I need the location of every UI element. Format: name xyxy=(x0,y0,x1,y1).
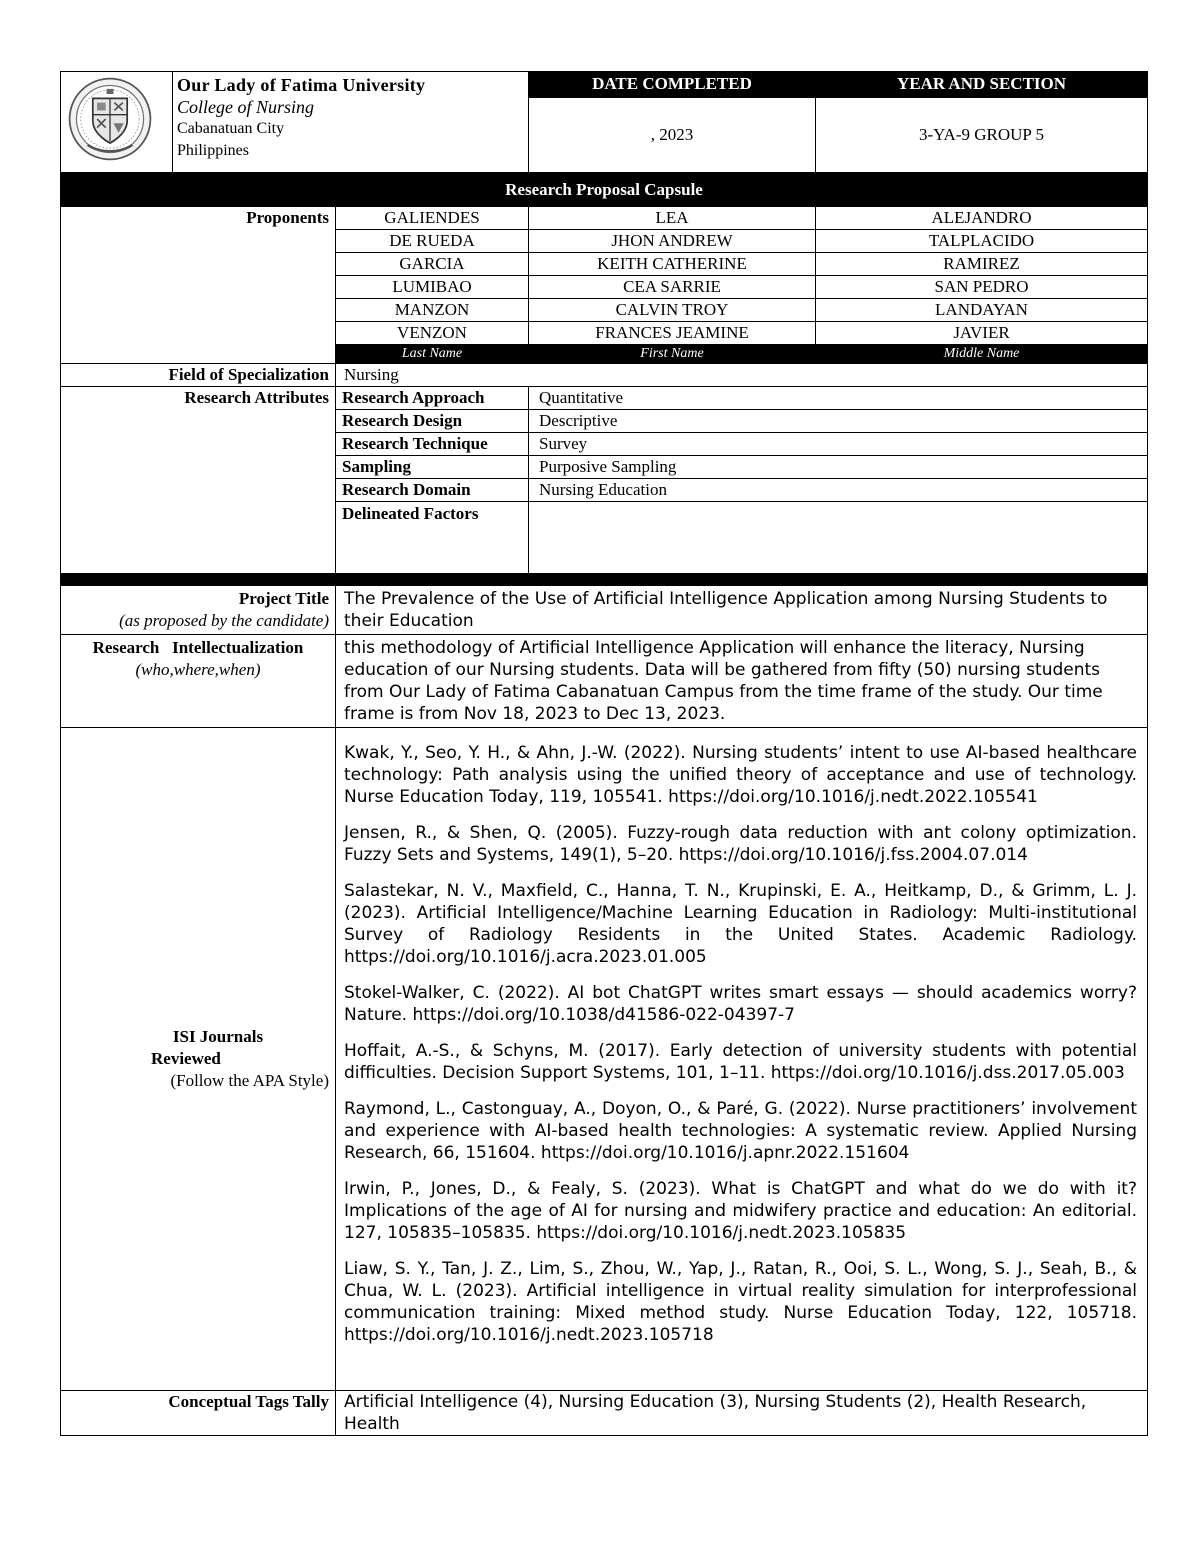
middle-name-caption: Middle Name xyxy=(816,345,1148,364)
college-name: College of Nursing xyxy=(177,97,315,117)
proponent-last-name: GALIENDES xyxy=(336,207,529,230)
section-divider xyxy=(61,574,1148,586)
reference-item: Stokel-Walker, C. (2022). AI bot ChatGPT writes smart essays — should academics worry? Nature. https://doi.org/10.1038/d41586-022-04397-7 xyxy=(344,983,1137,1025)
project-title-label xyxy=(61,586,336,635)
intellectualization-sublabel: (who,where,when) xyxy=(135,660,261,679)
country: Philippines xyxy=(177,142,250,159)
reference-item: Irwin, P., Jones, D., & Fealy, S. (2023). What is ChatGPT and what do we do with it? Implications of the age of AI for nursing and midwifery practice and education: An editorial. 127, 105835–105835. https://doi.org/10.1016/j.nedt.2023.105835 xyxy=(344,1179,1137,1243)
attribute-key: Sampling xyxy=(336,456,529,479)
proponent-first-name: LEA xyxy=(529,207,816,230)
intellectualization-label-text: Research Intellectualization xyxy=(92,638,304,657)
attribute-key: Delineated Factors xyxy=(336,502,529,574)
proponent-first-name: FRANCES JEAMINE xyxy=(529,322,816,345)
last-name-caption: Last Name xyxy=(336,345,529,364)
tags-label: Conceptual Tags Tally xyxy=(61,1391,336,1436)
proponent-last-name: MANZON xyxy=(336,299,529,322)
proponent-middle-name: TALPLACIDO xyxy=(816,230,1148,253)
reference-item: Kwak, Y., Seo, Y. H., & Ahn, J.-W. (2022). Nursing students’ intent to use AI-based healthcare technology: Path analysis using the unified theory of acceptance and use of technology. Nurse Education Today, 119, 105541. https://doi.org/10.1016/j.nedt.2022.105541 xyxy=(344,743,1137,807)
date-completed-value: , 2023 xyxy=(529,97,816,172)
attribute-key: Research Design xyxy=(336,410,529,433)
first-name-caption: First Name xyxy=(529,345,816,364)
intellectualization-label xyxy=(61,635,336,728)
year-section-label: YEAR AND SECTION xyxy=(816,72,1148,98)
date-completed-label: DATE COMPLETED xyxy=(529,72,816,98)
proponent-first-name: KEITH CATHERINE xyxy=(529,253,816,276)
project-title-label-text: Project Title xyxy=(238,589,329,608)
research-proposal-document xyxy=(60,71,1147,1436)
field-value: Nursing xyxy=(336,364,1148,387)
attribute-key: Research Domain xyxy=(336,479,529,502)
proponent-last-name: LUMIBAO xyxy=(336,276,529,299)
project-title-value: The Prevalence of the Use of Artificial Intelligence Application among Nursing Students to their Education xyxy=(336,586,1148,635)
isi-label-line3: (Follow the APA Style) xyxy=(170,1071,329,1090)
proponent-middle-name: JAVIER xyxy=(816,322,1148,345)
university-logo xyxy=(61,72,173,173)
proponents-label: Proponents xyxy=(61,207,336,364)
proponent-last-name: GARCIA xyxy=(336,253,529,276)
attribute-value: Quantitative xyxy=(529,387,1148,410)
proponent-middle-name: LANDAYAN xyxy=(816,299,1148,322)
proponent-last-name: VENZON xyxy=(336,322,529,345)
field-label: Field of Specialization xyxy=(61,364,336,387)
references-list xyxy=(336,728,1148,1391)
research-attributes-label: Research Attributes xyxy=(61,387,336,574)
proponent-middle-name: ALEJANDRO xyxy=(816,207,1148,230)
reference-item: Liaw, S. Y., Tan, J. Z., Lim, S., Zhou, W., Yap, J., Ratan, R., Ooi, S. L., Wong, S. J., Seah, B., & Chua, W. L. (2023). Artificial intelligence in virtual reality simulation for interprofessional communication training: Mixed method study. Nurse Education Today, 122, 105718. https://doi.org/10.1016/j.nedt.2023.105718 xyxy=(344,1259,1137,1345)
proponent-middle-name: RAMIREZ xyxy=(816,253,1148,276)
reference-item: Hoffait, A.-S., & Schyns, M. (2017). Early detection of university students with potential difficulties. Decision Support Systems, 101, 1–11. https://doi.org/10.1016/j.dss.2017.05.003 xyxy=(344,1041,1137,1083)
capsule-table xyxy=(60,71,1148,1436)
proponent-first-name: CALVIN TROY xyxy=(529,299,816,322)
attribute-key: Research Technique xyxy=(336,433,529,456)
isi-journals-label xyxy=(61,728,336,1391)
university-info xyxy=(173,72,529,173)
university-seal-icon xyxy=(67,76,153,162)
city: Cabanatuan City xyxy=(177,120,285,137)
proponent-first-name: JHON ANDREW xyxy=(529,230,816,253)
project-title-sublabel: (as proposed by the candidate) xyxy=(119,611,329,630)
proponent-last-name: DE RUEDA xyxy=(336,230,529,253)
attribute-value: Survey xyxy=(529,433,1148,456)
attribute-value xyxy=(529,502,1148,574)
year-section-value: 3-YA-9 GROUP 5 xyxy=(816,97,1148,172)
document-title: Research Proposal Capsule xyxy=(61,173,1148,207)
university-name: Our Lady of Fatima University xyxy=(177,75,426,95)
proponent-first-name: CEA SARRIE xyxy=(529,276,816,299)
intellectualization-value: this methodology of Artificial Intelligence Application will enhance the literacy, Nursing education of our Nursing students. Data will be gathered from fifty (50) nursing students from Our Lady of Fatima Cabanatuan Campus from the time frame of the study. Our time frame is from Nov 18, 2023 to Dec 13, 2023. xyxy=(336,635,1148,728)
attribute-value: Nursing Education xyxy=(529,479,1148,502)
attribute-value: Purposive Sampling xyxy=(529,456,1148,479)
reference-item: Salastekar, N. V., Maxfield, C., Hanna, T. N., Krupinski, E. A., Heitkamp, D., & Grimm, L. J. (2023). Artificial Intelligence/Machine Learning Education in Radiology: Multi-institutional Survey of Radiology Residents in the United States. Academic Radiology. https://doi.org/10.1016/j.acra.2023.01.005 xyxy=(344,881,1137,967)
reference-item: Jensen, R., & Shen, Q. (2005). Fuzzy-rough data reduction with ant colony optimization. Fuzzy Sets and Systems, 149(1), 5–20. https://doi.org/10.1016/j.fss.2004.07.014 xyxy=(344,823,1137,865)
reference-item: Raymond, L., Castonguay, A., Doyon, O., & Paré, G. (2022). Nurse practitioners’ involvement and experience with AI-based health technologies: A systematic review. Applied Nursing Research, 66, 151604. https://doi.org/10.1016/j.apnr.2022.151604 xyxy=(344,1099,1137,1163)
proponent-middle-name: SAN PEDRO xyxy=(816,276,1148,299)
attribute-key: Research Approach xyxy=(336,387,529,410)
isi-label-line1: ISI Journals xyxy=(172,1027,264,1046)
isi-label-line2: Reviewed xyxy=(151,1049,221,1068)
attribute-value: Descriptive xyxy=(529,410,1148,433)
tags-value: Artificial Intelligence (4), Nursing Education (3), Nursing Students (2), Health Research, Health xyxy=(336,1391,1148,1436)
